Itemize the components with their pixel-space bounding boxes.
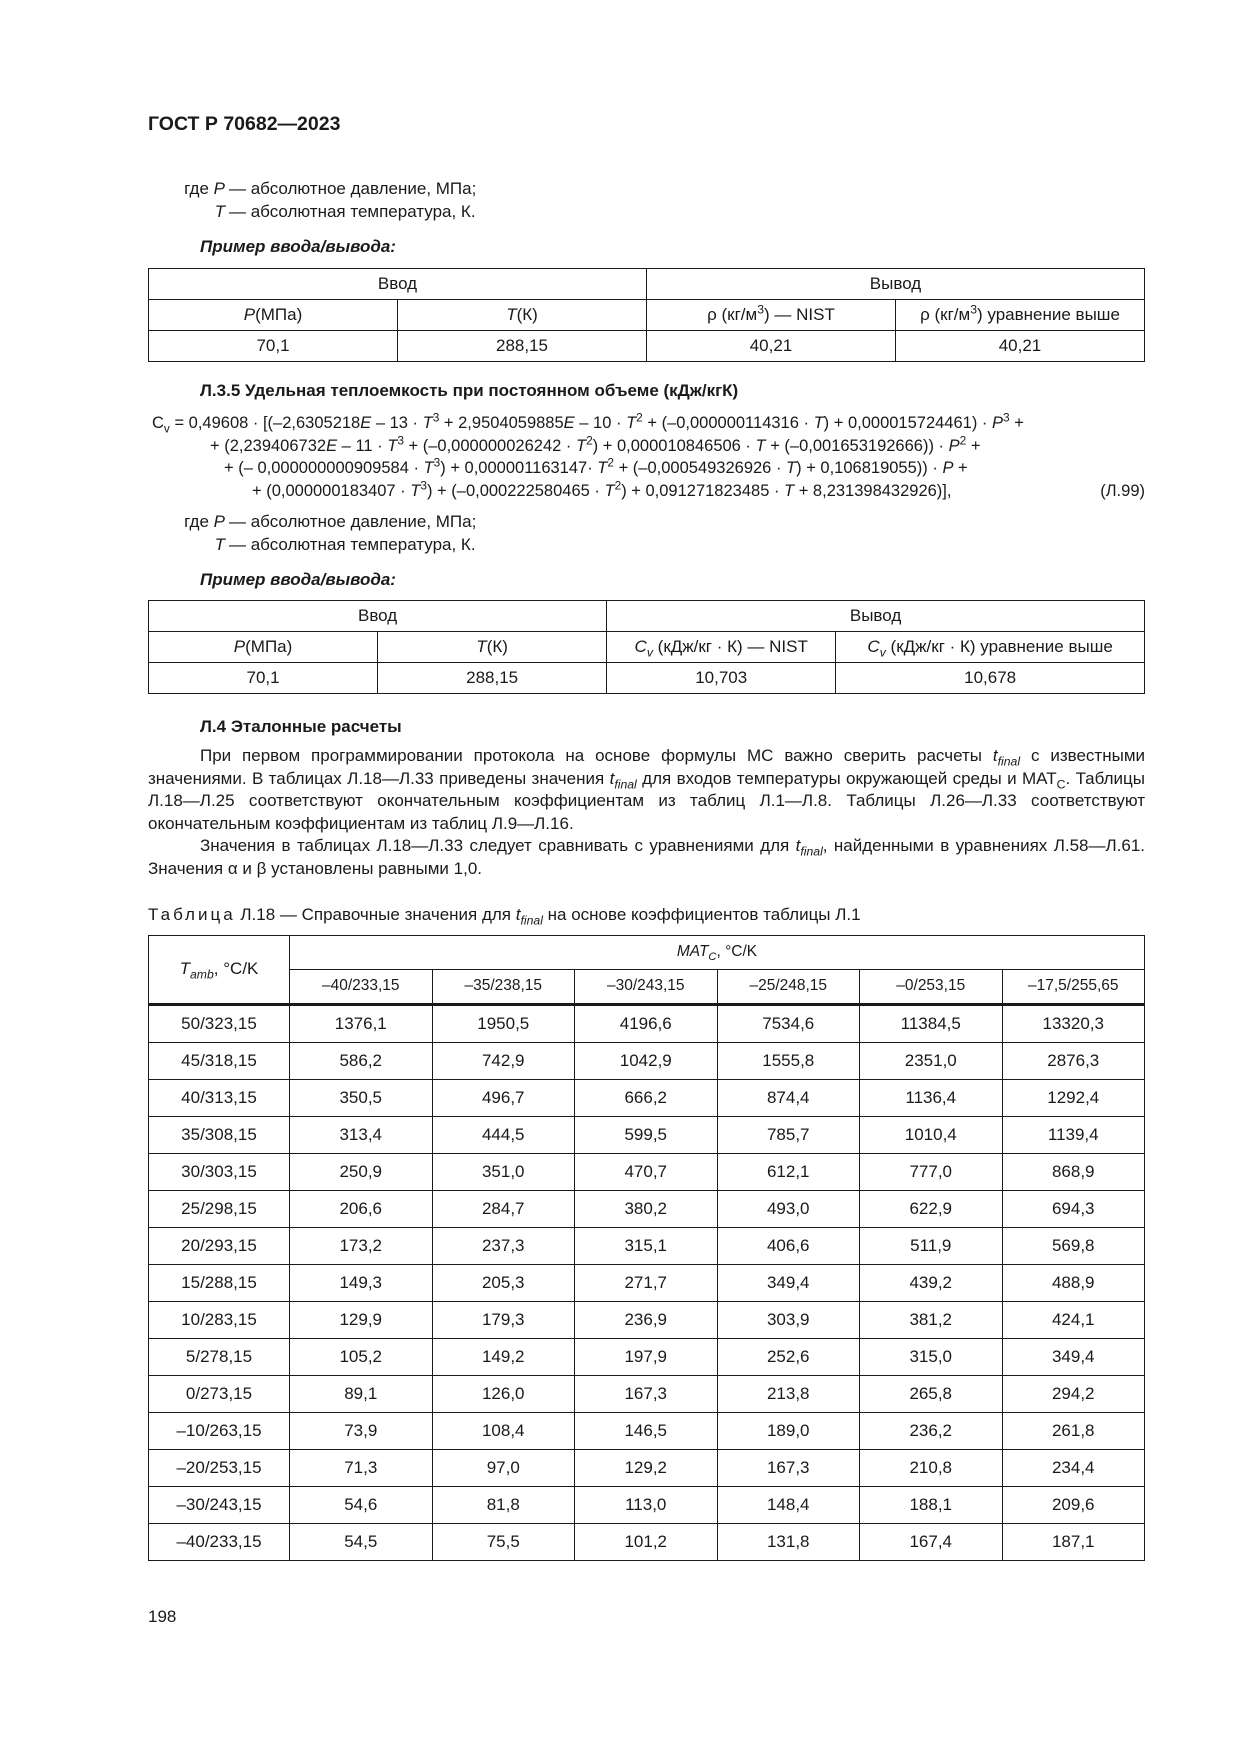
table-row bbox=[149, 1228, 1145, 1265]
column-header-pressure: P(МПа) bbox=[149, 632, 378, 663]
group-header-output: Вывод bbox=[607, 601, 1145, 632]
table-cell: 179,3 bbox=[432, 1302, 575, 1339]
table-cell: 149,2 bbox=[432, 1339, 575, 1376]
definition-symbol: T bbox=[214, 535, 225, 554]
column-header-cv-equation: $C_v$ (кДж/кг · К) уравнение выше bbox=[836, 632, 1145, 663]
row-header-tamb: –10/263,15 bbox=[149, 1413, 290, 1450]
table-cell: 284,7 bbox=[432, 1191, 575, 1228]
table-cell: 1136,4 bbox=[860, 1080, 1003, 1117]
example-heading-1: Пример ввода/вывода: bbox=[200, 237, 396, 256]
io-example-table-density bbox=[148, 268, 1145, 362]
definition-text: — абсолютное давление, МПа; bbox=[229, 179, 477, 198]
table-cell: 237,3 bbox=[432, 1228, 575, 1265]
table-row bbox=[149, 1487, 1145, 1524]
formula-l99 bbox=[148, 412, 1145, 502]
row-header-tamb: 40/313,15 bbox=[149, 1080, 290, 1117]
table-cell: 252,6 bbox=[717, 1339, 860, 1376]
table-cell: 236,9 bbox=[575, 1302, 718, 1339]
table-cell: 129,2 bbox=[575, 1450, 718, 1487]
table-row bbox=[149, 1265, 1145, 1302]
row-header-tamb: 50/323,15 bbox=[149, 1005, 290, 1043]
table-cell: 586,2 bbox=[290, 1043, 433, 1080]
definition-row bbox=[150, 201, 750, 224]
table-cell: 10,703 bbox=[607, 663, 836, 694]
row-header-tamb: 0/273,15 bbox=[149, 1376, 290, 1413]
table-cell: 424,1 bbox=[1002, 1302, 1145, 1339]
table-cell: 54,6 bbox=[290, 1487, 433, 1524]
table-cell: 742,9 bbox=[432, 1043, 575, 1080]
table-cell: 189,0 bbox=[717, 1413, 860, 1450]
table-cell: 167,3 bbox=[575, 1376, 718, 1413]
page-number: 198 bbox=[148, 1607, 177, 1626]
table-cell: 197,9 bbox=[575, 1339, 718, 1376]
group-header-input: Ввод bbox=[149, 601, 607, 632]
definition-text: — абсолютная температура, К. bbox=[229, 202, 476, 221]
table-cell: 188,1 bbox=[860, 1487, 1003, 1524]
table-cell: 493,0 bbox=[717, 1191, 860, 1228]
definition-prefix: где bbox=[184, 512, 209, 531]
table-cell: 1139,4 bbox=[1002, 1117, 1145, 1154]
table-cell: 294,2 bbox=[1002, 1376, 1145, 1413]
column-header-density-nist: ρ $(кг/м^3)$ — NIST bbox=[647, 300, 896, 331]
table-cell: 599,5 bbox=[575, 1117, 718, 1154]
table-cell: 265,8 bbox=[860, 1376, 1003, 1413]
definition-symbol: P bbox=[213, 512, 225, 531]
table-cell: 108,4 bbox=[432, 1413, 575, 1450]
table-cell: 488,9 bbox=[1002, 1265, 1145, 1302]
table-cell: 351,0 bbox=[432, 1154, 575, 1191]
table-cell: 439,2 bbox=[860, 1265, 1003, 1302]
table-cell: 261,8 bbox=[1002, 1413, 1145, 1450]
section-heading-l4: Л.4 Эталонные расчеты bbox=[200, 717, 402, 736]
formula-line: + $(0,000000183407 \cdot T^3) + (-0,000222580465 \cdot T^2) + 0,091271823485 \cdot T + 8,231398432926$)], (Л.99) bbox=[148, 480, 1145, 503]
table-cell: 1376,1 bbox=[290, 1005, 433, 1043]
table-cell: 75,5 bbox=[432, 1524, 575, 1561]
definition-text: — абсолютная температура, К. bbox=[229, 535, 476, 554]
table-row bbox=[149, 1376, 1145, 1413]
table-caption: Таблица Л.18 — Справочные значения для $t_{final}$ на основе коэффициентов таблицы Л.1 bbox=[148, 905, 861, 928]
table-row bbox=[149, 1117, 1145, 1154]
table-cell: 511,9 bbox=[860, 1228, 1003, 1265]
table-cell: 149,3 bbox=[290, 1265, 433, 1302]
column-subheader-row bbox=[149, 970, 1145, 1005]
table-row bbox=[149, 1043, 1145, 1080]
table-cell: 315,1 bbox=[575, 1228, 718, 1265]
table-cell: 315,0 bbox=[860, 1339, 1003, 1376]
column-header-pressure: P(МПа) bbox=[149, 300, 398, 331]
column-header-cv-nist: $C_v$ (кДж/кг · К) — NIST bbox=[607, 632, 836, 663]
paragraph: При первом программировании протокола на основе формулы МС важно сверить расчеты $t_{final}$ с известными значениями. В таблицах Л.18—Л.33 приведены значения $t_{final}$ для входов температуры окружающей среды и $MAT_C$. Таблицы Л.18—Л.25 соответствуют окончательным коэффициентам из таблиц Л.1—Л.8. Таблицы Л.26—Л.33 соответствуют окончательным коэффициентам из таблиц Л.9—Л.16. bbox=[148, 746, 1146, 833]
table-cell: 213,8 bbox=[717, 1376, 860, 1413]
row-header-tamb: –30/243,15 bbox=[149, 1487, 290, 1524]
table-cell: 89,1 bbox=[290, 1376, 433, 1413]
column-header-mat-value: –17,5/255,65 bbox=[1002, 970, 1145, 1005]
table-cell: 40,21 bbox=[896, 331, 1145, 362]
row-header-tamb: –20/253,15 bbox=[149, 1450, 290, 1487]
variable-definitions-2 bbox=[150, 511, 750, 557]
table-cell: 349,4 bbox=[1002, 1339, 1145, 1376]
column-header-density-equation: ρ $(кг/м^3)$ уравнение выше bbox=[896, 300, 1145, 331]
table-cell: 406,6 bbox=[717, 1228, 860, 1265]
table-cell: 777,0 bbox=[860, 1154, 1003, 1191]
table-cell: 250,9 bbox=[290, 1154, 433, 1191]
table-cell: 167,4 bbox=[860, 1524, 1003, 1561]
table-cell: 126,0 bbox=[432, 1376, 575, 1413]
row-header-tamb: 35/308,15 bbox=[149, 1117, 290, 1154]
table-cell: 11384,5 bbox=[860, 1005, 1003, 1043]
table-cell: 205,3 bbox=[432, 1265, 575, 1302]
table-row bbox=[149, 1339, 1145, 1376]
column-header-mat: $MAT_C$, °C/K bbox=[290, 936, 1145, 970]
table-row bbox=[149, 1154, 1145, 1191]
row-header-tamb: 20/293,15 bbox=[149, 1228, 290, 1265]
table-row bbox=[149, 1191, 1145, 1228]
row-header-tamb: 30/303,15 bbox=[149, 1154, 290, 1191]
row-header-tamb: 10/283,15 bbox=[149, 1302, 290, 1339]
table-cell: 271,7 bbox=[575, 1265, 718, 1302]
table-cell: 7534,6 bbox=[717, 1005, 860, 1043]
paragraph: Значения в таблицах Л.18—Л.33 следует сравнивать с уравнениями для $t_{final}$, найденными в уравнениях Л.58—Л.61. Значения α и β установлены равными 1,0. bbox=[148, 836, 1145, 878]
row-header-tamb: 15/288,15 bbox=[149, 1265, 290, 1302]
column-header-mat-value: –30/243,15 bbox=[575, 970, 718, 1005]
table-cell: 1010,4 bbox=[860, 1117, 1003, 1154]
table-cell: 73,9 bbox=[290, 1413, 433, 1450]
table-cell: 167,3 bbox=[717, 1450, 860, 1487]
table-cell: 129,9 bbox=[290, 1302, 433, 1339]
table-cell: 1555,8 bbox=[717, 1043, 860, 1080]
table-cell: 381,2 bbox=[860, 1302, 1003, 1339]
table-cell: 496,7 bbox=[432, 1080, 575, 1117]
group-header-output: Вывод bbox=[647, 269, 1145, 300]
table-row bbox=[149, 1524, 1145, 1561]
table-cell: 209,6 bbox=[1002, 1487, 1145, 1524]
table-cell: 10,678 bbox=[836, 663, 1145, 694]
table-row bbox=[149, 1005, 1145, 1043]
table-cell: 1042,9 bbox=[575, 1043, 718, 1080]
document-page bbox=[148, 0, 1145, 1754]
table-row bbox=[149, 1080, 1145, 1117]
table-cell: 146,5 bbox=[575, 1413, 718, 1450]
table-cell: 349,4 bbox=[717, 1265, 860, 1302]
row-header-tamb: 45/318,15 bbox=[149, 1043, 290, 1080]
table-cell: 234,4 bbox=[1002, 1450, 1145, 1487]
group-header-input: Ввод bbox=[149, 269, 647, 300]
column-header-tamb: $T_{amb}$, °C/K bbox=[149, 936, 290, 1005]
table-body bbox=[149, 1005, 1145, 1561]
table-cell: 380,2 bbox=[575, 1191, 718, 1228]
table-cell: 148,4 bbox=[717, 1487, 860, 1524]
table-cell: 569,8 bbox=[1002, 1228, 1145, 1265]
table-cell: 70,1 bbox=[149, 331, 398, 362]
table-cell: 71,3 bbox=[290, 1450, 433, 1487]
table-cell: 288,15 bbox=[398, 331, 647, 362]
table-cell: 13320,3 bbox=[1002, 1005, 1145, 1043]
definition-text: — абсолютное давление, МПа; bbox=[229, 512, 477, 531]
body-text bbox=[148, 745, 1145, 880]
table-cell: 70,1 bbox=[149, 663, 378, 694]
row-header-tamb: 25/298,15 bbox=[149, 1191, 290, 1228]
table-cell: 313,4 bbox=[290, 1117, 433, 1154]
column-header-mat-value: –0/253,15 bbox=[860, 970, 1003, 1005]
table-cell: 81,8 bbox=[432, 1487, 575, 1524]
column-header-temperature: T(К) bbox=[378, 632, 607, 663]
table-row bbox=[149, 1413, 1145, 1450]
formula-line: $C_v = 0,49608 \cdot [(-2,6305218E - 13 \cdot T^3 + 2,9504059885E - 10 \cdot T^2 + (-0,000000114316 \cdot T) + 0,000015724461) \cdot P^3$ + bbox=[152, 410, 1024, 436]
table-cell: 236,2 bbox=[860, 1413, 1003, 1450]
table-cell: 113,0 bbox=[575, 1487, 718, 1524]
table-cell: 173,2 bbox=[290, 1228, 433, 1265]
row-header-tamb: 5/278,15 bbox=[149, 1339, 290, 1376]
row-header-tamb: –40/233,15 bbox=[149, 1524, 290, 1561]
definition-row bbox=[150, 534, 750, 557]
table-cell: 40,21 bbox=[647, 331, 896, 362]
table-cell: 868,9 bbox=[1002, 1154, 1145, 1191]
table-cell: 666,2 bbox=[575, 1080, 718, 1117]
table-cell: 1292,4 bbox=[1002, 1080, 1145, 1117]
table-cell: 2351,0 bbox=[860, 1043, 1003, 1080]
table-cell: 131,8 bbox=[717, 1524, 860, 1561]
column-header-mat-value: –35/238,15 bbox=[432, 970, 575, 1005]
table-cell: 612,1 bbox=[717, 1154, 860, 1191]
table-cell: 2876,3 bbox=[1002, 1043, 1145, 1080]
column-header-mat-value: –40/233,15 bbox=[290, 970, 433, 1005]
example-heading-2: Пример ввода/вывода: bbox=[200, 570, 396, 589]
table-cell: 101,2 bbox=[575, 1524, 718, 1561]
column-header-mat-value: –25/248,15 bbox=[717, 970, 860, 1005]
definition-symbol: T bbox=[214, 202, 225, 221]
table-cell: 105,2 bbox=[290, 1339, 433, 1376]
section-heading-l35: Л.3.5 Удельная теплоемкость при постоянном объеме (кДж/кгК) bbox=[200, 381, 739, 400]
table-cell: 187,1 bbox=[1002, 1524, 1145, 1561]
table-cell: 288,15 bbox=[378, 663, 607, 694]
table-cell: 303,9 bbox=[717, 1302, 860, 1339]
table-cell: 622,9 bbox=[860, 1191, 1003, 1228]
table-cell: 874,4 bbox=[717, 1080, 860, 1117]
variable-definitions-1 bbox=[150, 178, 750, 224]
table-cell: 694,3 bbox=[1002, 1191, 1145, 1228]
table-cell: 1950,5 bbox=[432, 1005, 575, 1043]
reference-values-table-l18 bbox=[148, 935, 1145, 1561]
definition-row bbox=[150, 178, 750, 201]
definition-row bbox=[150, 511, 750, 534]
table-cell: 4196,6 bbox=[575, 1005, 718, 1043]
table-cell: 470,7 bbox=[575, 1154, 718, 1191]
column-header-temperature: T(К) bbox=[398, 300, 647, 331]
table-row bbox=[149, 1302, 1145, 1339]
table-cell: 210,8 bbox=[860, 1450, 1003, 1487]
table-cell: 97,0 bbox=[432, 1450, 575, 1487]
definition-symbol: P bbox=[213, 179, 225, 198]
formula-line: + (– $0,000000000909584 \cdot T^3) + 0,000001163147\cdot T^2 + (-0,000549326926 \cdot T) + 0,106819055)) \cdot P$ + bbox=[224, 455, 968, 477]
document-header: ГОСТ Р 70682—2023 bbox=[148, 113, 341, 135]
equation-number: (Л.99) bbox=[1100, 481, 1145, 500]
table-cell: 444,5 bbox=[432, 1117, 575, 1154]
table-cell: 54,5 bbox=[290, 1524, 433, 1561]
formula-line: + $(2,239406732E - 11 \cdot T^3 + (-0,000000026242 \cdot T^2) + 0,000010846506 \cdot T + (-0,001653192666)) \cdot P^2$ + bbox=[210, 433, 981, 455]
table-cell: 206,6 bbox=[290, 1191, 433, 1228]
table-row bbox=[149, 1450, 1145, 1487]
io-example-table-heat-capacity bbox=[148, 600, 1145, 694]
table-cell: 785,7 bbox=[717, 1117, 860, 1154]
table-cell: 350,5 bbox=[290, 1080, 433, 1117]
definition-prefix: где bbox=[184, 179, 209, 198]
